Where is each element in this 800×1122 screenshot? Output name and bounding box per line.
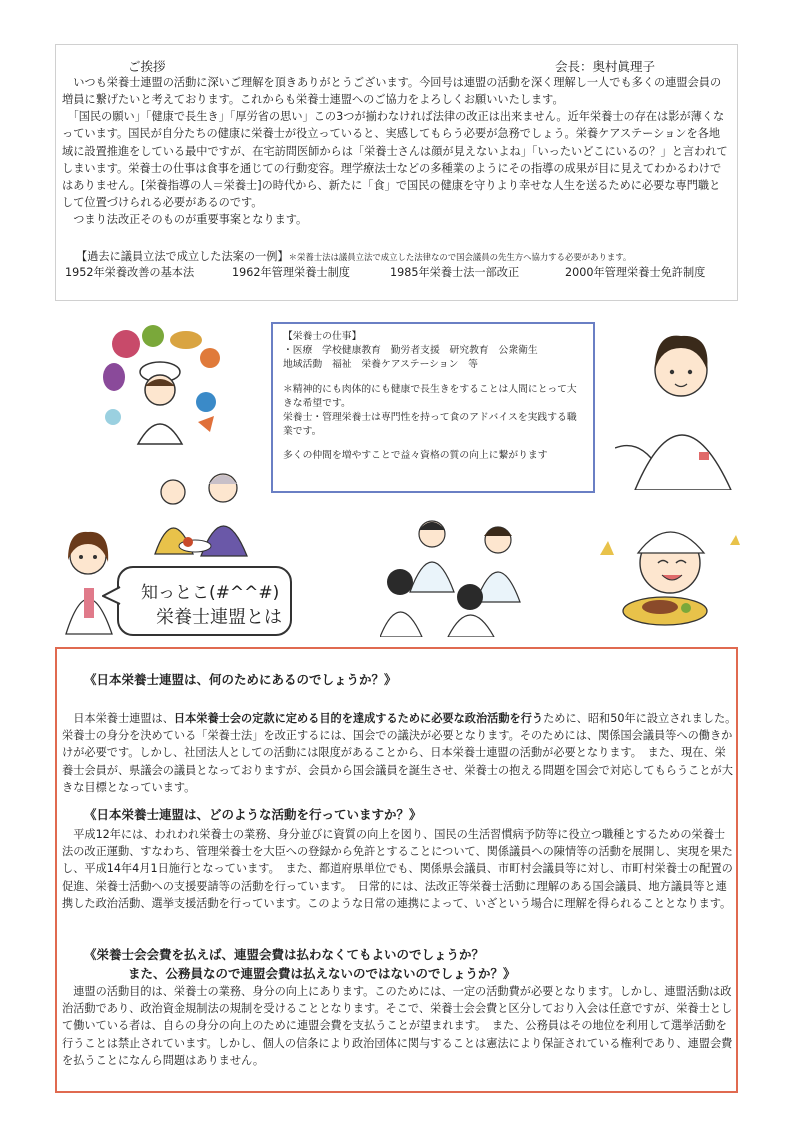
past-laws-title: 【過去に議員立法で成立した法案の一例】 bbox=[76, 250, 289, 263]
past-laws-heading bbox=[76, 248, 631, 264]
bubble-line-2: 栄養士連盟とは bbox=[156, 607, 282, 628]
greeting-paragraph-3: つまり法改正そのものが重要事案となります。 bbox=[62, 213, 308, 226]
nutritionist-girl-illustration bbox=[58, 530, 120, 635]
nutritionist-woman-illustration bbox=[615, 330, 740, 490]
greeting-author: 会長：奥村眞理子 bbox=[555, 59, 656, 74]
job-description-box bbox=[271, 322, 595, 493]
law-item: 1985年栄養士法一部改正 bbox=[390, 266, 520, 279]
job-note-2: 栄養士・管理栄養士は専門性を持って食のアドバイスを実践する職業です。 bbox=[283, 412, 577, 438]
nutritionist-with-food-illustration bbox=[98, 322, 228, 447]
elderly-couple-meal-illustration bbox=[143, 466, 263, 561]
medical-team-discussion-illustration bbox=[380, 512, 540, 637]
child-with-plate-illustration bbox=[590, 515, 740, 635]
job-heading: 【栄養士の仕事】 bbox=[283, 331, 362, 342]
job-line-1: ・医療 学校健康教育 勤労者支援 研究教育 公衆衛生 bbox=[283, 345, 538, 357]
job-note-1: ＊精神的にも肉体的にも健康で長生きをすることは人間にとって大きな希望です。 bbox=[283, 383, 577, 409]
faq-question-3-line-2: また、公務員なので連盟会費は払えないのではないのでしょうか？》 bbox=[128, 966, 516, 981]
faq-answer-3: 連盟の活動目的は、栄養士の業務、身分の向上にあります。このためには、一定の活動費が必要となります。しかし、連盟活動は政治活動であり、政治資金規制法の規制を受けることとなります。そこで、栄養士会会費と区分しており入会は任意ですが、栄養士として働いている者は、自らの身分の向上のために連盟会費を支払うことが望まれます。 また、公務員はその地位を利用して選挙活動を行うことは禁止されています。しかし、個人の信条により政治団体に関与することは憲法により保証されている権利であり、連盟会費を払うことになんら問題はありません。 bbox=[62, 985, 733, 1067]
law-item: 1962年管理栄養士制度 bbox=[232, 266, 350, 279]
greeting-paragraph-2: 「国民の願い」「健康で長生き」「厚労省の思い」この3つが揃わなければ法律の改正は出来ません。近年栄養士の存在は影が薄くなっています。国民が自分たちの健康に栄養士が役立っていると、実感してもらう必要が急務でしょう。栄養ケアステーションを各地域に設置推進をしている最中ですが、在宅訪問医師からは「栄養士さんは顔が見えないよね」「いったいどこにいるの？」と言われてしまいます。栄養士の仕事は食事を通じての行動変容。理学療法士などの多種業のようにその指導の成果が目に見えてわかるわけではありません。[栄養指導の人＝栄養士]の時代から、新たに「食」で国民の健康を守りより幸せな人生を送るために必要な専門職として位置づけられる必要があるのです。 bbox=[62, 110, 728, 210]
greeting-paragraph-1: いつも栄養士連盟の活動に深いご理解を頂きありがとうございます。今回号は連盟の活動を深く理解し一人でも多くの連盟会員の増員に繋げたいと考えております。これからも栄養士連盟へのご協力をよろしくお願いいたします。 bbox=[62, 76, 722, 107]
faq-answer-2: 平成12年には、われわれ栄養士の業務、身分並びに資質の向上を図り、国民の生活習慣病予防等に役立つ職種とするための栄養士法の改正運動、すなわち、管理栄養士を大臣への登録から免許とすることについて、関係議員への陳情等の活動を展開し、実現を果たし、平成14年4月1日施行となっています。 また、都道府県単位でも、関係県会議員、市町村会議員等に対し、市町村栄養士の配置の促進、栄養士活動への支援要請等の活動を行っています。 日常的には、法改正等栄養士活動に理解のある国会議員、地方議員等と連携した政治活動、選挙支援活動を行っています。このような日常の連携によって、いざという場合に理解を得られることとなります。 bbox=[62, 828, 733, 910]
faq-question-1: 《日本栄養士連盟は、何のためにあるのでしょうか？》 bbox=[84, 672, 397, 687]
faq-answer-1-emphasis: 日本栄養士会の定款に定める目的を達成するために必要な政治活動を行う bbox=[173, 712, 544, 725]
faq-answer-1-rest: ために、昭和50年に設立されました。 栄養士の身分を決めている「栄養士法」を改正するには、国会での議決が必要となります。そのためには、関係国会議員等への働きかけが必要です。しかし、社団法人としての活動には限度があることから、日本栄養士連盟の活動が必要となります。 また、現在、栄養士会員が、県議会の議員となっておりますが、会員から国会議員を誕生させ、栄養士の抱える問題を国会で対応してもらうことが大きな目標となっています。 bbox=[62, 712, 742, 794]
faq-answer-1-intro: 日本栄養士連盟は、 bbox=[62, 712, 174, 725]
speech-bubble-tail bbox=[102, 585, 122, 607]
greeting-title: ご挨拶 bbox=[128, 59, 166, 74]
job-line-2: 地域活動 福祉 栄養ケアステーション 等 bbox=[283, 359, 478, 371]
bubble-line-1: 知っとこ(#^^#) bbox=[141, 583, 280, 603]
faq-question-2: 《日本栄養士連盟は、どのような活動を行っていますか？》 bbox=[84, 807, 422, 822]
job-note-3: 多くの仲間を増やすことで益々資格の質の向上に繋がります bbox=[283, 450, 548, 462]
faq-question-3-line-1: 《栄養士会会費を払えば、連盟会費は払わなくてもよいのでしょうか？ bbox=[84, 947, 485, 962]
faq-answer-1 bbox=[62, 710, 742, 796]
law-item: 2000年管理栄養士免許制度 bbox=[565, 266, 706, 279]
law-item: 1952年栄養改善の基本法 bbox=[65, 266, 195, 279]
past-laws-note: ＊栄養士法は議員立法で成立した法律なので国会議員の先生方へ協力する必要があります。 bbox=[288, 252, 632, 262]
